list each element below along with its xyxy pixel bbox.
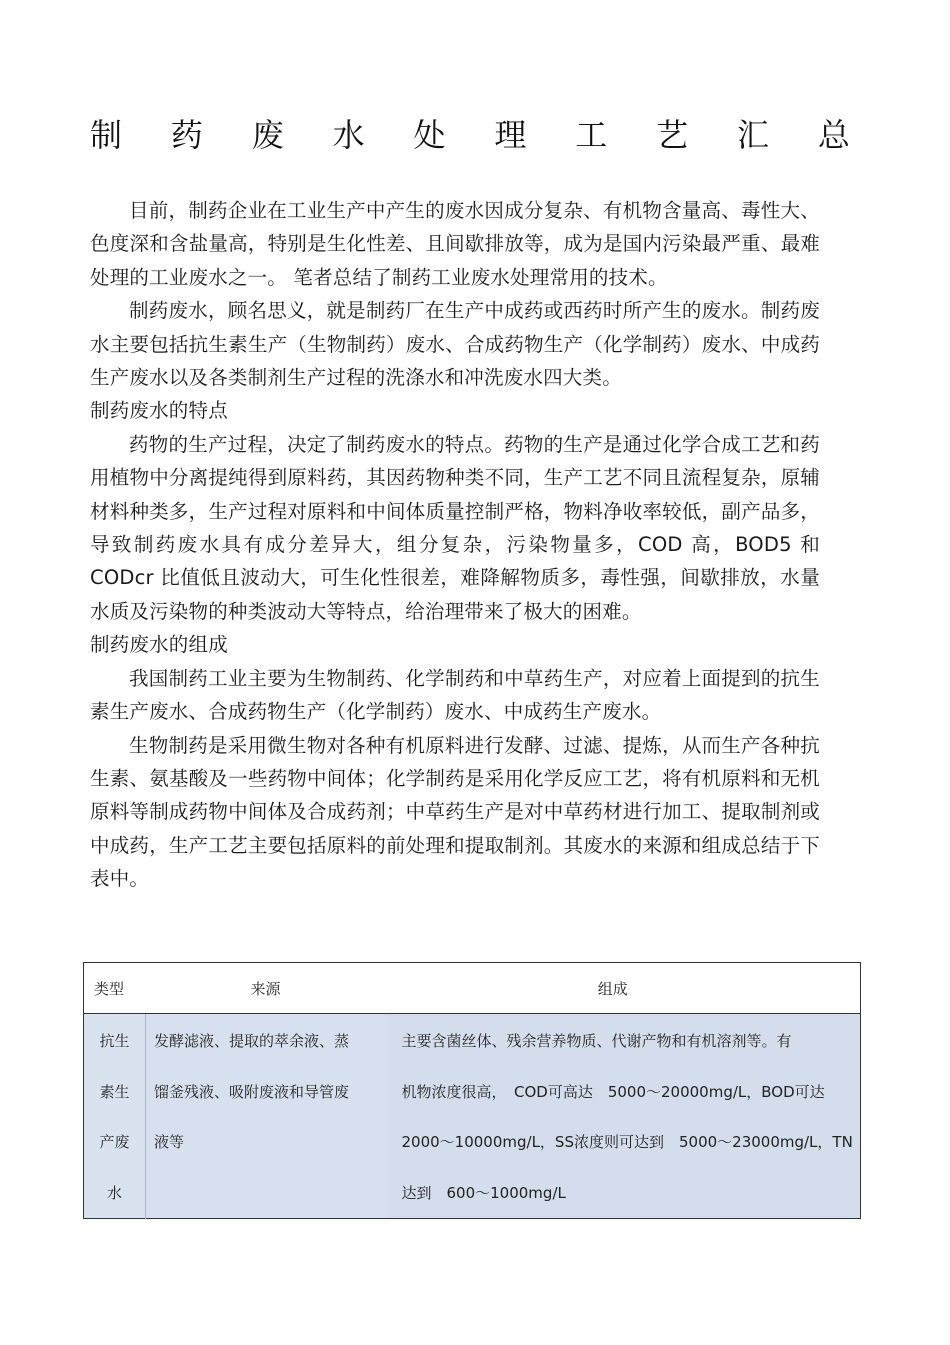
cell-source <box>146 1014 386 1219</box>
title-char: 理 <box>494 116 527 154</box>
cell-line: 发酵滤液、提取的萃余液、蒸 <box>154 1032 350 1050</box>
title-char: 制 <box>90 116 123 154</box>
header-type: 类型 <box>84 963 146 1014</box>
title-char: 艺 <box>656 116 689 154</box>
paragraph-characteristics: 药物的生产过程，决定了制药废水的特点。药物的生产是通过化学合成工艺和药用植物中分离提纯得到原料药，其因药物种类不同，生产工艺不同且流程复杂，原辅材料种类多，生产过程对原料和中间体质量控制严格，物料净收率较低，副产品多，导致制药废水具有成分差异大，组分复杂，污染物量多，COD 高，BOD5 和 CODcr 比值低且波动大，可生化性很差，难降解物质多，毒性强，间歇排放，水量水质及污染物的种类波动大等特点，给治理带来了极大的困难。 <box>90 432 820 623</box>
cell-line: 2000～10000mg/L，SS浓度则可达到 5000～23000mg/L，TN <box>401 1133 853 1151</box>
document-body <box>90 194 820 896</box>
paragraph-processes: 生物制药是采用微生物对各种有机原料进行发酵、过滤、提炼，从而生产各种抗生素、氨基酸及一些药物中间体；化学制药是采用化学反应工艺，将有机原料和无机原料等制成药物中间体及合成药剂；中草药生产是对中草药材进行加工、提取制剂或中成药，生产工艺主要包括原料的前处理和提取制剂。其废水的来源和组成总结于下表中。 <box>90 733 820 891</box>
cell-line: 液等 <box>154 1133 185 1151</box>
header-source: 来源 <box>146 963 386 1014</box>
title-char: 工 <box>575 116 608 154</box>
section-heading-composition: 制药废水的组成 <box>90 633 228 657</box>
section-heading-characteristics: 制药废水的特点 <box>90 399 228 423</box>
paragraph-industry: 我国制药工业主要为生物制药、化学制药和中草药生产，对应着上面提到的抗生素生产废水、合成药物生产（化学制药）废水、中成药生产废水。 <box>90 666 820 724</box>
cell-line: 馏釜残液、吸附废液和导管废 <box>154 1082 350 1101</box>
cell-composition <box>386 1014 861 1219</box>
title-char: 总 <box>817 116 850 154</box>
table-header-row <box>84 963 861 1014</box>
cell-line: 产废 <box>99 1133 130 1151</box>
cell-line: 主要含菌丝体、残余营养物质、代谢产物和有机溶剂等。有 <box>401 1032 792 1050</box>
title-char: 废 <box>251 116 284 154</box>
cell-line: 水 <box>106 1183 122 1202</box>
title-char: 水 <box>332 116 365 154</box>
cell-line: 抗生 <box>99 1032 130 1050</box>
paragraph-definition: 制药废水，顾名思义，就是制药厂在生产中成药或西药时所产生的废水。制药废水主要包括抗生素生产（生物制药）废水、合成药物生产（化学制药）废水、中成药生产废水以及各类制剂生产过程的洗涤水和冲洗废水四大类。 <box>90 299 820 390</box>
wastewater-source-table <box>83 962 861 1219</box>
table-row <box>84 1014 861 1219</box>
cell-line: 素生 <box>99 1082 130 1101</box>
page-title <box>90 112 850 158</box>
header-composition: 组成 <box>386 963 861 1014</box>
title-char: 汇 <box>737 116 770 154</box>
paragraph-intro: 目前，制药企业在工业生产中产生的废水因成分复杂、有机物含量高、毒性大、色度深和含盐量高，特别是生化性差、且间歇排放等，成为是国内污染最严重、最难处理的工业废水之一。 笔者总结了制药工业废水处理常用的技术。 <box>90 199 820 289</box>
cell-line: 机物浓度很高， COD可高达 5000～20000mg/L，BOD可达 <box>401 1082 825 1101</box>
title-char: 处 <box>413 116 446 154</box>
title-char: 药 <box>170 116 203 154</box>
cell-type <box>84 1014 146 1219</box>
cell-line: 达到 600～1000mg/L <box>401 1183 566 1202</box>
